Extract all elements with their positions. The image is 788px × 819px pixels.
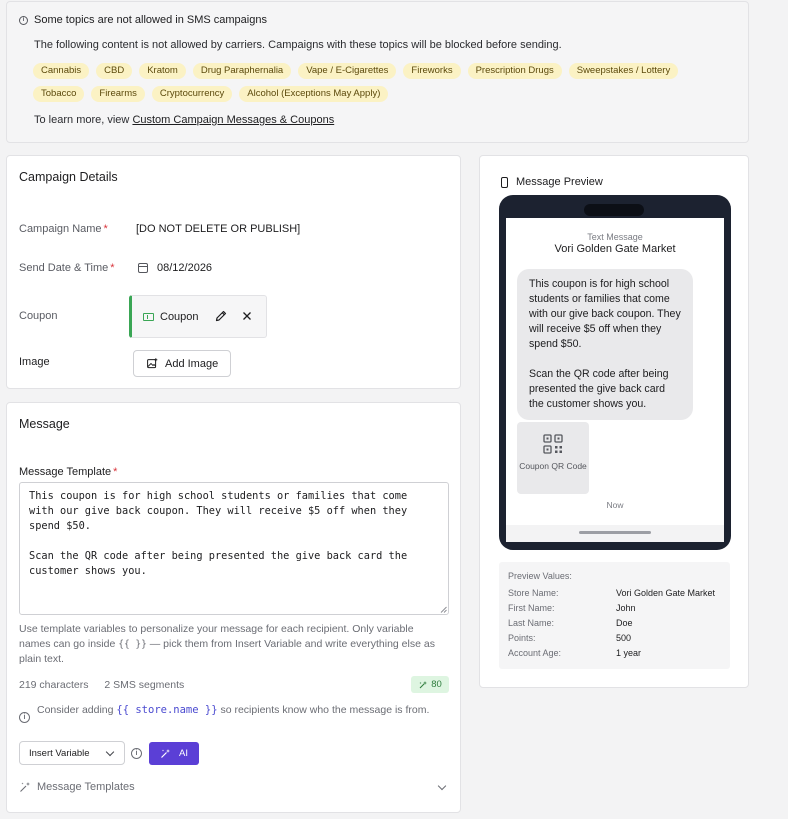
qr-code-icon [543, 434, 563, 454]
insert-variable-label: Insert Variable [29, 747, 90, 759]
send-date-label: Send Date & Time * [19, 262, 115, 274]
ai-assist-button[interactable] [149, 742, 199, 765]
insert-variable-select[interactable] [19, 741, 125, 765]
add-image-icon [147, 358, 158, 369]
topic-chip: Drug Paraphernalia [193, 63, 291, 79]
topic-chip: Sweepstakes / Lottery [569, 63, 678, 79]
sparkle-icon [418, 680, 428, 690]
message-template-label: Message Template * [19, 466, 118, 478]
campaign-name-label: Campaign Name * [19, 223, 108, 235]
message-templates-toggle[interactable] [19, 780, 449, 796]
ticket-icon [143, 313, 154, 321]
phone-mockup [499, 195, 731, 550]
notice-title-text: Some topics are not allowed in SMS campaigns [34, 14, 267, 26]
resize-handle-icon[interactable] [440, 606, 447, 613]
chevron-down-icon [438, 782, 446, 790]
topic-chips [33, 63, 733, 102]
coupon-label: Coupon [19, 310, 58, 322]
suggested-variable: {{ store.name }} [116, 704, 218, 716]
learn-more-line [34, 114, 334, 126]
preview-values-title: Preview Values: [508, 571, 572, 581]
info-icon: i [19, 16, 28, 25]
message-title: Message [19, 417, 70, 431]
calendar-icon [138, 263, 148, 273]
edit-coupon-icon[interactable] [214, 309, 228, 323]
variable-info-icon[interactable]: i [131, 748, 142, 759]
preview-value-row: Last Name: Doe [508, 618, 633, 628]
add-image-label: Add Image [165, 357, 219, 370]
notice-title [19, 14, 267, 26]
topic-chip: Tobacco [33, 86, 84, 102]
coupon-qr-label: Coupon QR Code [519, 461, 587, 471]
message-bubble: This coupon is for high school students or families that come with our give back coupon. They will receive $5 off when they spend $50. Scan the QR code after being presented the give back card the customer shows you. [517, 269, 693, 420]
store-name-suggestion: Consider adding {{ store.name }} so recipients know who the message is from. [37, 704, 430, 716]
message-card [6, 402, 461, 813]
coupon-qr-card [517, 422, 589, 494]
magic-wand-icon [19, 781, 31, 793]
character-count: 219 characters [19, 679, 89, 691]
message-score: 80 [431, 679, 442, 690]
preview-value-row: Account Age: 1 year [508, 648, 642, 658]
topic-chip: Alcohol (Exceptions May Apply) [239, 86, 388, 102]
topic-chip: Kratom [139, 63, 186, 79]
sender-name: Vori Golden Gate Market [554, 243, 676, 255]
phone-icon [501, 177, 508, 188]
preview-values [499, 562, 730, 669]
suggestion-info-icon: i [19, 712, 30, 723]
topic-chip: Vape / E-Cigarettes [298, 63, 396, 79]
magic-wand-icon [160, 748, 171, 759]
send-date-input[interactable]: 08/12/2026 [157, 262, 213, 274]
campaign-name-input[interactable]: [DO NOT DELETE OR PUBLISH] [136, 223, 301, 235]
topic-chip: Cannabis [33, 63, 89, 79]
home-indicator-area [506, 525, 724, 542]
preview-value-row: Points: 500 [508, 633, 632, 643]
topic-chip: Fireworks [403, 63, 460, 79]
phone-notch [584, 204, 644, 216]
custom-campaign-messages-link[interactable]: Custom Campaign Messages & Coupons [132, 114, 335, 126]
message-preview-card [479, 155, 749, 688]
message-templates-label: Message Templates [37, 781, 135, 793]
topic-chip: Firearms [91, 86, 144, 102]
message-score-badge [411, 676, 449, 693]
preview-value-row: Store Name: Vori Golden Gate Market [508, 588, 716, 598]
sms-segment-count: 2 SMS segments [104, 679, 185, 691]
topic-chip: Cryptocurrency [152, 86, 232, 102]
preview-value-row: First Name: John [508, 603, 636, 613]
selected-coupon [129, 295, 267, 338]
campaign-details-title: Campaign Details [19, 170, 118, 184]
remove-coupon-icon[interactable] [240, 309, 254, 323]
coupon-name: Coupon [160, 311, 199, 323]
sms-type-label: Text Message [587, 232, 643, 242]
learn-more-prefix: To learn more, view [34, 114, 130, 126]
template-variables-help: Use template variables to personalize your message for each recipient. Only variable names can go inside {{ }} — pick them from Insert Variable and write everything else as plain text. [19, 623, 435, 665]
message-time: Now [606, 500, 624, 510]
phone-screen [506, 203, 724, 542]
notice-description: The following content is not allowed by carriers. Campaigns with these topics will be blocked before sending. [34, 39, 562, 51]
add-image-button[interactable] [133, 350, 231, 377]
message-template-textarea[interactable]: This coupon is for high school students or families that come with our give back coupon. They will receive $5 off when they spend $50. Scan the QR code after being presented the give back card the customer shows you. [19, 482, 449, 615]
home-indicator [579, 531, 651, 534]
restricted-topics-notice [6, 1, 749, 143]
topic-chip: CBD [96, 63, 132, 79]
topic-chip: Prescription Drugs [468, 63, 562, 79]
chevron-down-icon [106, 748, 114, 756]
message-preview-title: Message Preview [501, 176, 603, 188]
ai-label: AI [179, 748, 188, 759]
message-counts [19, 679, 184, 691]
status-bar [506, 203, 724, 218]
image-label: Image [19, 356, 50, 368]
campaign-details-card [6, 155, 461, 389]
